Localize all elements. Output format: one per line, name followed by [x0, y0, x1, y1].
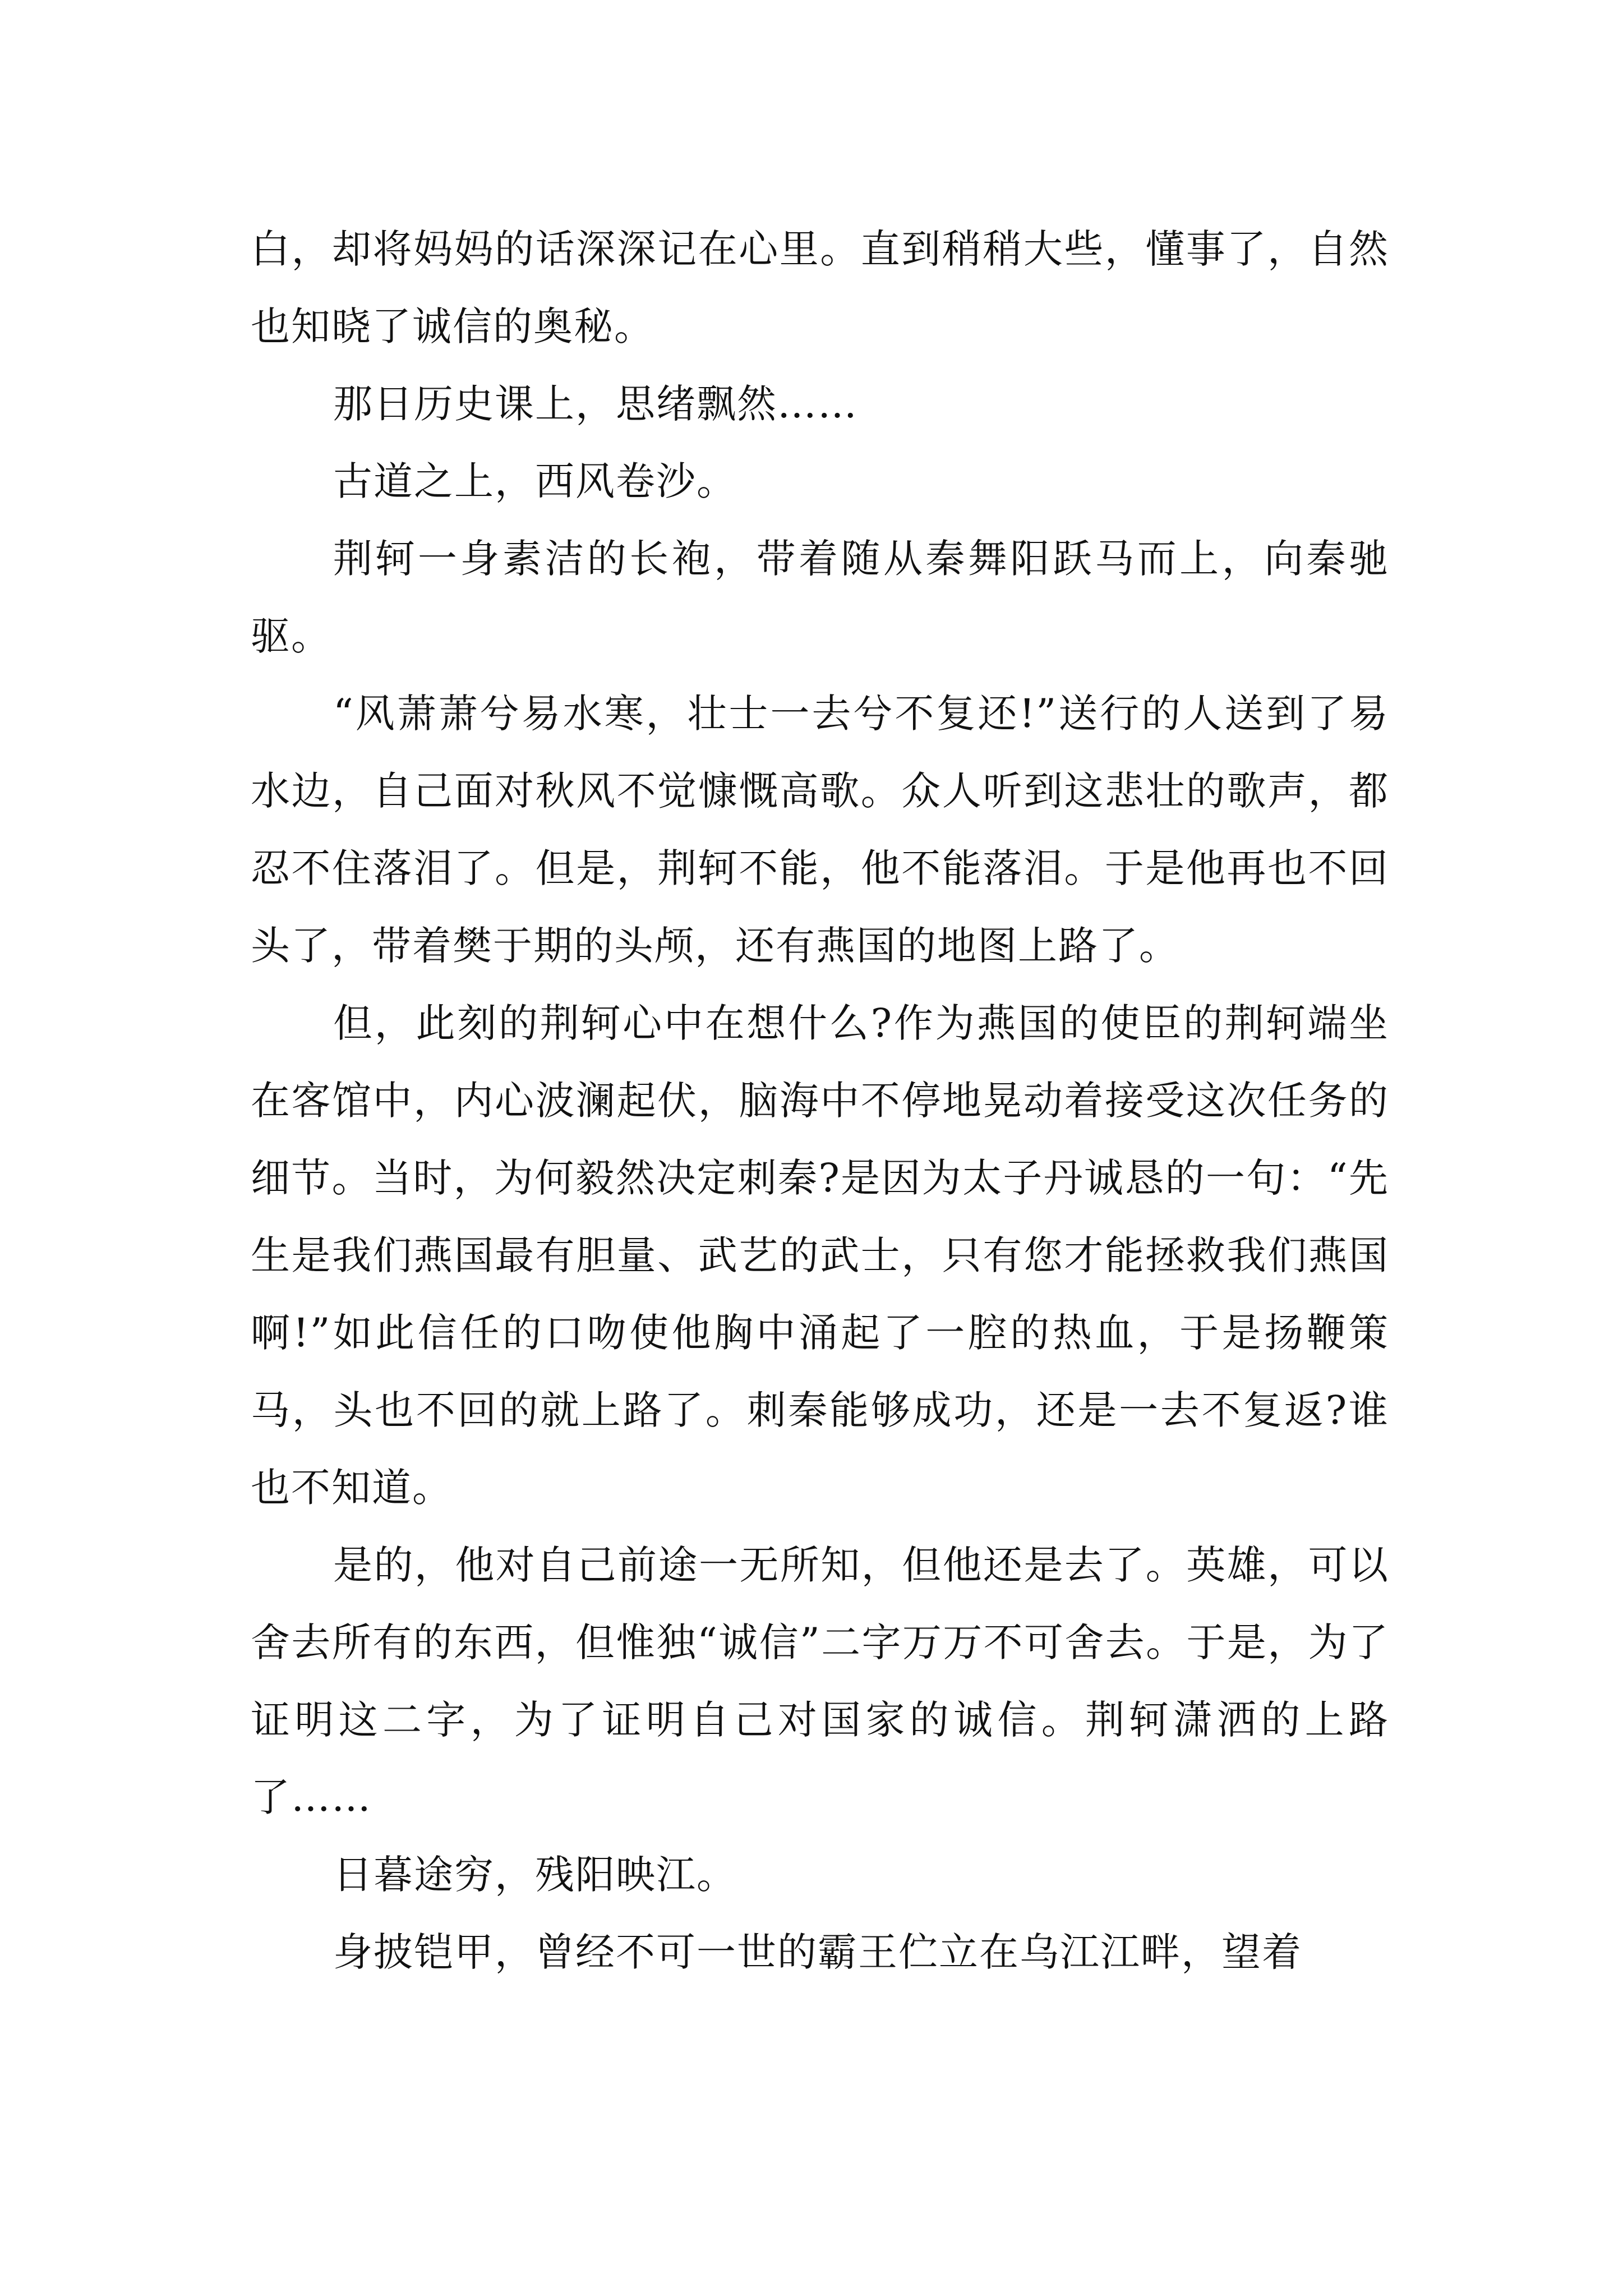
paragraph: 那日历史课上，思绪飘然……: [333, 381, 858, 427]
paragraph: 是的，他对自己前途一无所知，但他还是去了。英雄，可以舍去所有的东西，但惟独“诚信”二字万万不可舍去。于是，为了证明这二字，为了证明自己对国家的诚信。荆轲潇洒的上路了……: [251, 1542, 1389, 1820]
paragraph: 白，却将妈妈的话深深记在心里。直到稍稍大些，懂事了，自然也知晓了诚信的奥秘。: [251, 226, 1389, 349]
paragraph: 但，此刻的荆轲心中在想什么?作为燕国的使臣的荆轲端坐在客馆中，内心波澜起伏，脑海中不停地晃动着接受这次任务的细节。当时，为何毅然决定刺秦?是因为太子丹诚恳的一句：“先生是我们燕国最有胆量、武艺的武士，只有您才能拯救我们燕国啊!”如此信任的口吻使他胸中涌起了一腔的热血，于是扬鞭策马，头也不回的就上路了。刺秦能够成功，还是一去不复返?谁也不知道。: [251, 1000, 1389, 1511]
paragraph: 荆轲一身素洁的长袍，带着随从秦舞阳跃马而上，向秦驰驱。: [251, 536, 1389, 659]
paragraph: 日暮途穷，残阳映江。: [333, 1852, 737, 1898]
paragraph: 身披铠甲，曾经不可一世的霸王伫立在乌江江畔，望着: [333, 1929, 1302, 1975]
paragraph: “风萧萧兮易水寒，壮士一去兮不复还!”送行的人送到了易水边，自己面对秋风不觉慷慨高歌。众人听到这悲壮的歌声，都忍不住落泪了。但是，荆轲不能，他不能落泪。于是他再也不回头了，带着樊于期的头颅，还有燕国的地图上路了。: [251, 691, 1389, 969]
body-text: [251, 210, 1389, 1991]
paragraph: 古道之上，西风卷沙。: [333, 458, 737, 504]
